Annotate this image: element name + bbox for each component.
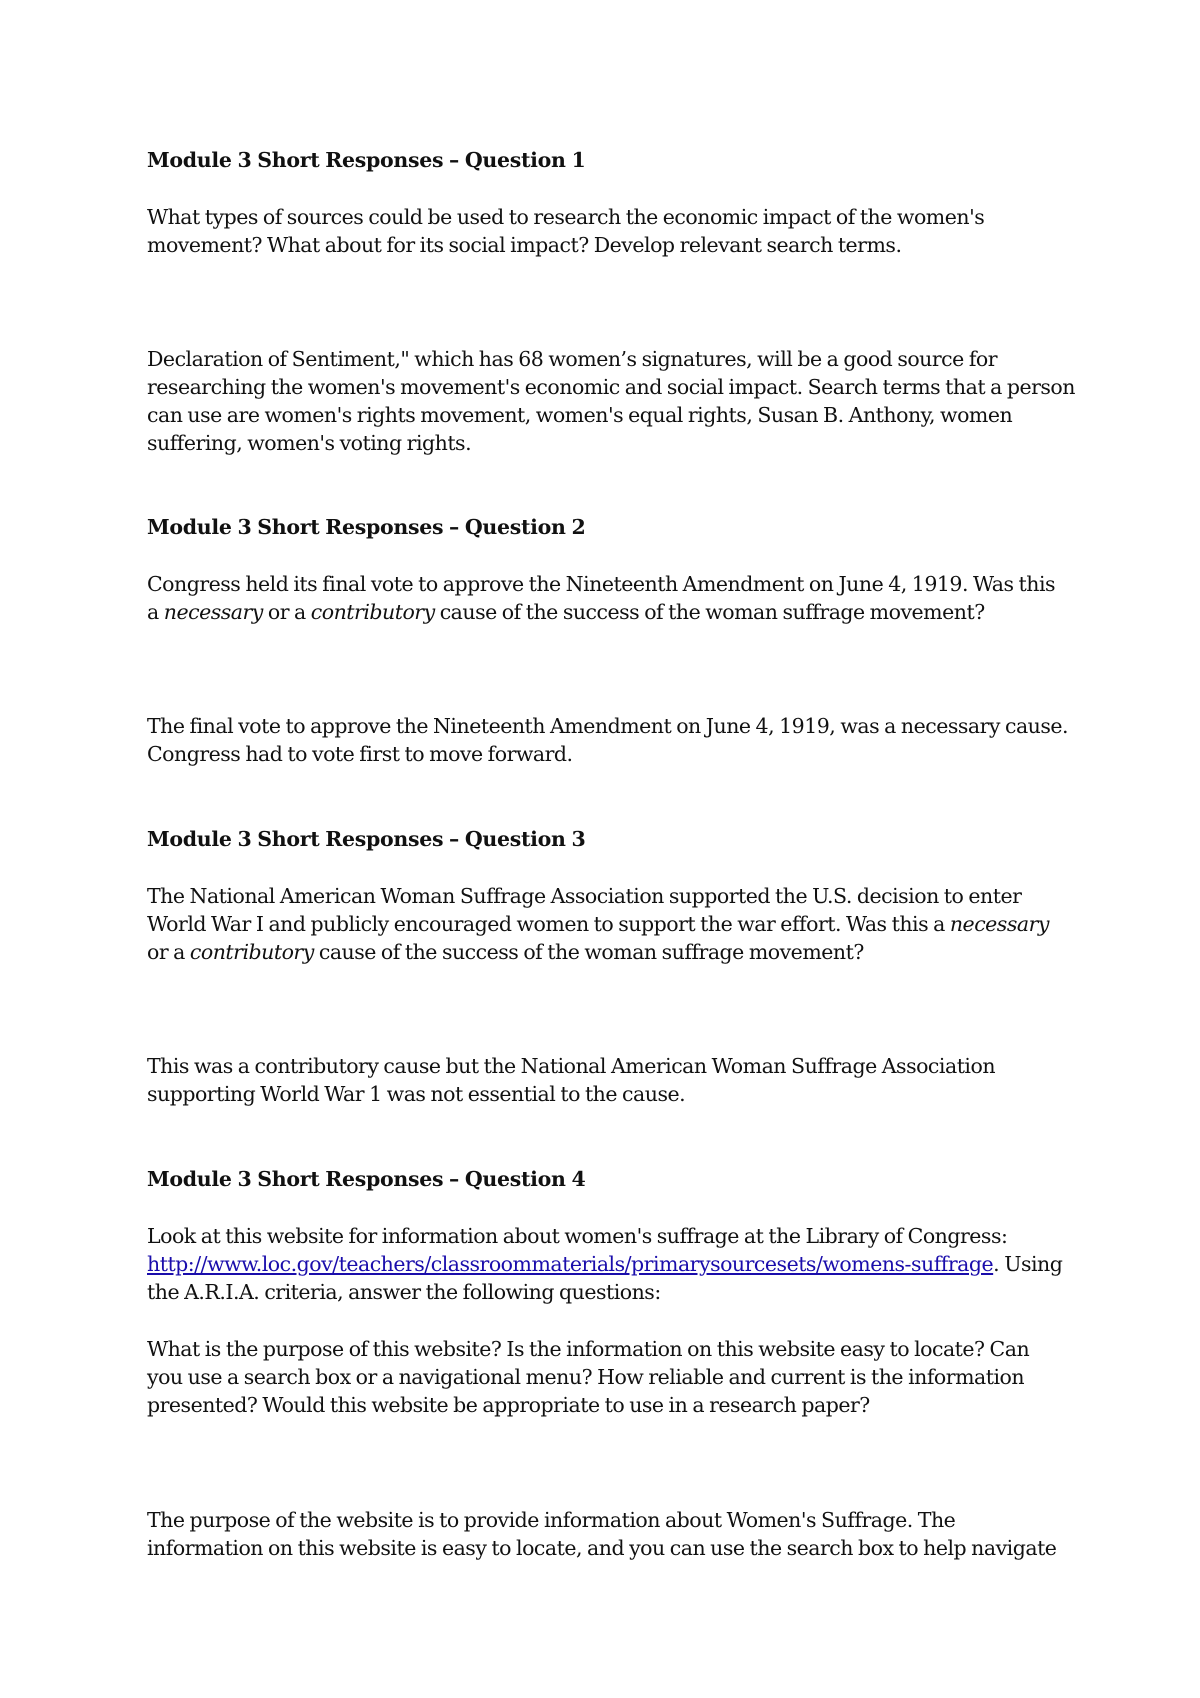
question-2-prompt	[147, 570, 1067, 626]
heading-text: Module 3 Short Responses – Question 2	[147, 515, 586, 539]
answer-line: researching the women's movement's economic and social impact. Search terms that a person	[147, 375, 1075, 399]
question-1-answer	[147, 345, 1075, 457]
prompt-fragment: World War I and publicly encouraged women to support the war effort. Was this a	[147, 912, 950, 936]
subprompt-line: presented? Would this website be appropriate to use in a research paper?	[147, 1393, 870, 1417]
prompt-fragment: a	[147, 600, 164, 624]
question-2-heading	[147, 513, 1067, 541]
question-4-prompt	[147, 1222, 1067, 1306]
prompt-line: The National American Woman Suffrage Association supported the U.S. decision to enter	[147, 884, 1022, 908]
question-3-heading	[147, 825, 1067, 853]
question-4-heading	[147, 1165, 1067, 1193]
emphasis-necessary: necessary	[163, 600, 263, 624]
prompt-line	[147, 598, 1067, 626]
prompt-fragment: . Using	[993, 1252, 1063, 1276]
prompt-fragment: cause of the success of the woman suffrage movement?	[434, 600, 985, 624]
loc-website-link[interactable]: http://www.loc.gov/teachers/classroommaterials/primarysourcesets/womens-suffrage	[147, 1252, 994, 1276]
answer-line: supporting World War 1 was not essential to the cause.	[147, 1082, 686, 1106]
emphasis-necessary: necessary	[949, 912, 1049, 936]
emphasis-contributory: contributory	[189, 940, 314, 964]
heading-text: Module 3 Short Responses – Question 4	[147, 1167, 586, 1191]
question-1-heading	[147, 146, 1067, 174]
prompt-line: Congress held its final vote to approve the Nineteenth Amendment on June 4, 1919. Was this	[147, 572, 1056, 596]
prompt-line	[147, 938, 1067, 966]
question-3-answer	[147, 1052, 1067, 1108]
answer-line: Congress had to vote first to move forward.	[147, 742, 573, 766]
answer-line: suffering, women's voting rights.	[147, 431, 472, 455]
answer-line: Declaration of Sentiment," which has 68 women’s signatures, will be a good source for	[147, 347, 998, 371]
prompt-fragment: cause of the success of the woman suffrage movement?	[313, 940, 864, 964]
heading-text: Module 3 Short Responses – Question 1	[147, 148, 586, 172]
emphasis-contributory: contributory	[310, 600, 435, 624]
answer-line: information on this website is easy to locate, and you can use the search box to help navigate	[147, 1536, 1057, 1560]
answer-line: The purpose of the website is to provide information about Women's Suffrage. The	[147, 1508, 956, 1532]
subprompt-line: What is the purpose of this website? Is the information on this website easy to locate? Can	[147, 1337, 1030, 1361]
prompt-line: Look at this website for information about women's suffrage at the Library of Congress:	[147, 1224, 1008, 1248]
prompt-line: the A.R.I.A. criteria, answer the following questions:	[147, 1280, 661, 1304]
question-2-answer	[147, 712, 1067, 768]
question-1-prompt	[147, 203, 1067, 259]
answer-line: The final vote to approve the Nineteenth Amendment on June 4, 1919, was a necessary cause.	[147, 714, 1069, 738]
prompt-line: What types of sources could be used to research the economic impact of the women's	[147, 205, 985, 229]
prompt-line	[147, 910, 1067, 938]
prompt-fragment: or a	[147, 940, 190, 964]
prompt-fragment: or a	[262, 600, 311, 624]
heading-text: Module 3 Short Responses – Question 3	[147, 827, 586, 851]
question-3-prompt	[147, 882, 1067, 966]
subprompt-line: you use a search box or a navigational menu? How reliable and current is the information	[147, 1365, 1025, 1389]
prompt-line: movement? What about for its social impact? Develop relevant search terms.	[147, 233, 902, 257]
prompt-line	[147, 1250, 1067, 1278]
question-4-subprompt	[147, 1335, 1067, 1419]
answer-line: can use are women's rights movement, women's equal rights, Susan B. Anthony, women	[147, 403, 1013, 427]
question-4-answer	[147, 1506, 1067, 1562]
answer-line: This was a contributory cause but the National American Woman Suffrage Association	[147, 1054, 996, 1078]
